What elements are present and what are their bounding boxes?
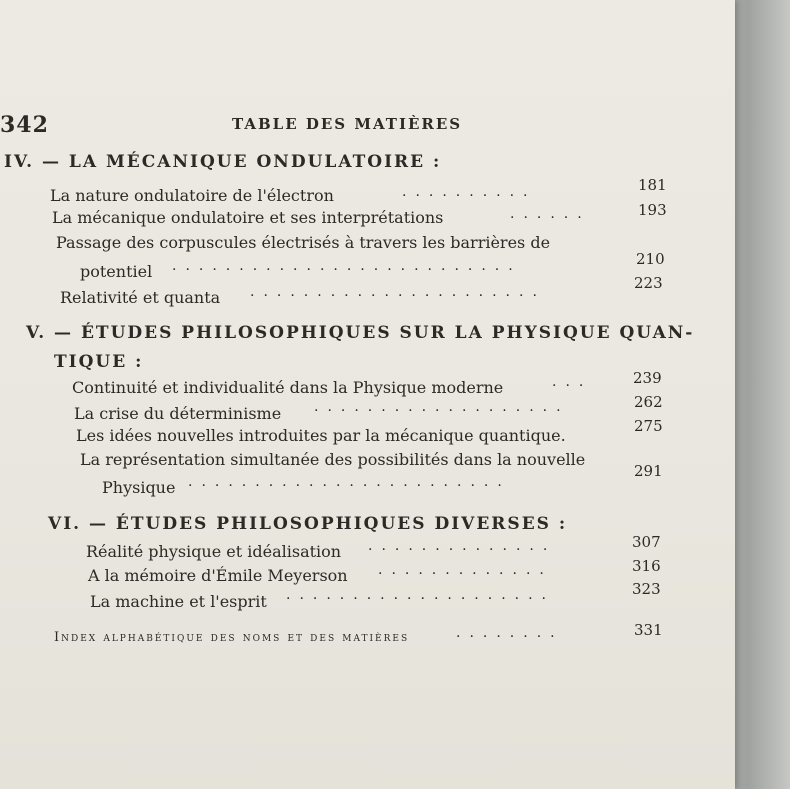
section-heading-iv: IV. — LA MÉCANIQUE ONDULATOIRE : <box>4 152 442 172</box>
dot-leader: .......... <box>402 184 537 200</box>
dot-leader: ... <box>552 374 593 390</box>
toc-entry-page: 307 <box>632 533 661 551</box>
dot-leader: ................... <box>314 399 570 415</box>
toc-entry-page: 323 <box>632 580 661 598</box>
toc-entry-page: 223 <box>634 274 663 292</box>
dot-leader: .............. <box>368 538 557 554</box>
toc-entry-page: 262 <box>634 393 663 411</box>
toc-entry-text: A la mémoire d'Émile Meyerson <box>88 566 348 585</box>
toc-entry-text: Passage des corpuscules électrisés à travers les barrières de <box>56 233 551 252</box>
toc-entry-text-continued: Physique <box>102 478 176 497</box>
toc-entry-page: 239 <box>633 369 662 387</box>
toc-entry-text: La crise du déterminisme <box>74 404 282 423</box>
toc-entry-text: La machine et l'esprit <box>90 592 267 611</box>
dot-leader: ........ <box>456 625 564 641</box>
toc-entry-text: Relativité et quanta <box>60 288 221 307</box>
toc-entry-page: 181 <box>638 176 667 194</box>
dot-leader: .................... <box>286 587 556 603</box>
toc-entry-text: Continuité et individualité dans la Physique moderne <box>72 378 504 397</box>
toc-entry-text: La mécanique ondulatoire et ses interprétations <box>52 208 444 227</box>
running-head: TABLE DES MATIÈRES <box>232 115 463 133</box>
dot-leader: ...... <box>510 206 591 222</box>
toc-entry-text-continued: potentiel <box>80 262 153 281</box>
section-heading-v: V. — ÉTUDES PHILOSOPHIQUES SUR LA PHYSIQUE QUAN- <box>26 323 695 343</box>
index-entry-page: 331 <box>634 621 663 639</box>
toc-entry-page: 275 <box>634 417 663 435</box>
toc-entry-page: 291 <box>634 462 663 480</box>
toc-entry-page: 210 <box>636 250 665 268</box>
page-number: 342 <box>0 112 49 138</box>
toc-entry-page: 193 <box>638 201 667 219</box>
section-heading-v-continued: TIQUE : <box>54 352 144 372</box>
toc-entry-text: Réalité physique et idéalisation <box>86 542 342 561</box>
index-entry-text: Index alphabétique des noms et des matières <box>54 630 410 645</box>
toc-entry-text: Les idées nouvelles introduites par la mécanique quantique. <box>76 426 566 445</box>
dot-leader: ...................... <box>250 284 546 300</box>
dot-leader: ............. <box>378 562 553 578</box>
dot-leader: ........................ <box>188 474 511 490</box>
toc-entry-text: La nature ondulatoire de l'électron <box>50 186 334 205</box>
toc-entry-text: La représentation simultanée des possibilités dans la nouvelle <box>80 450 586 469</box>
dot-leader: .......................... <box>172 258 522 274</box>
toc-entry-page: 316 <box>632 557 661 575</box>
section-heading-vi: VI. — ÉTUDES PHILOSOPHIQUES DIVERSES : <box>48 514 568 534</box>
